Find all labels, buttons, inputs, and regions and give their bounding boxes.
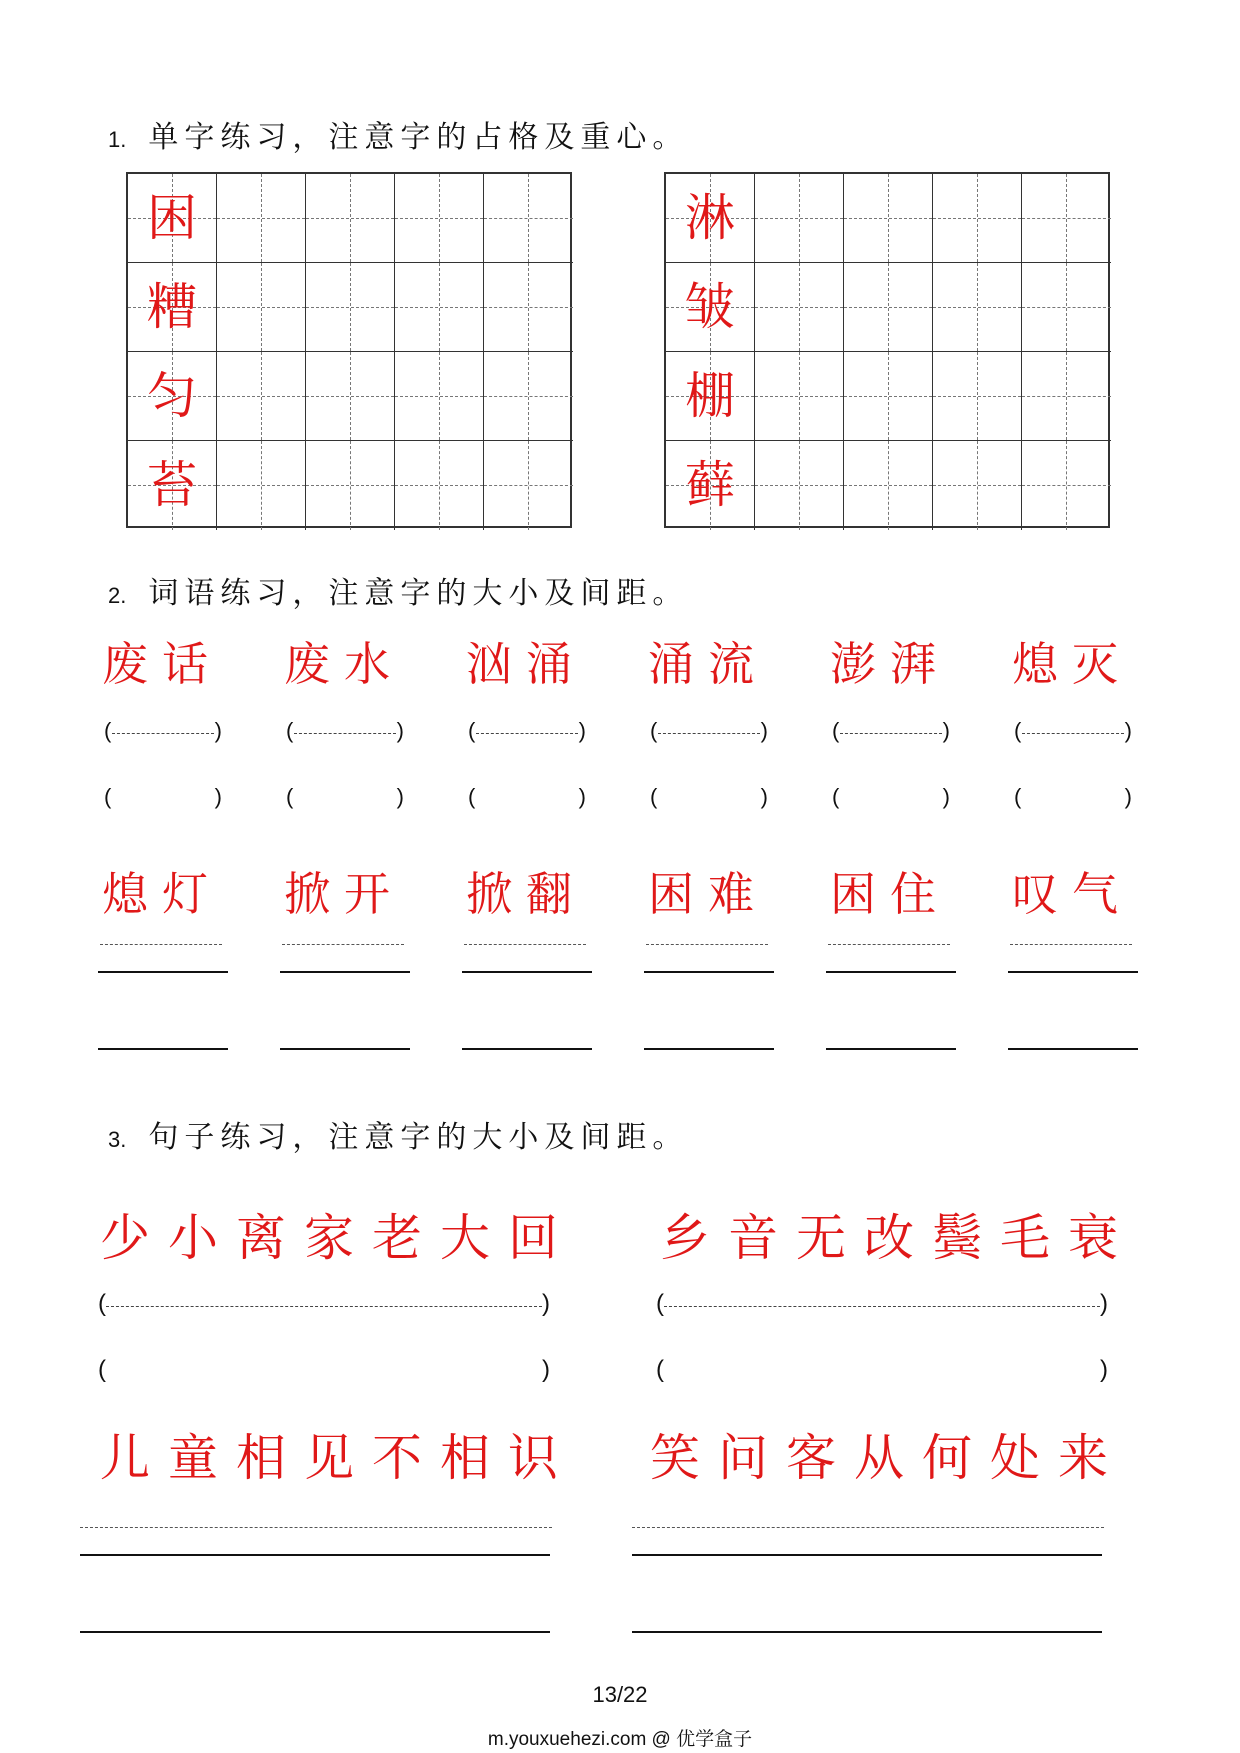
model-character: 困 <box>147 189 197 247</box>
pinyin-bracket-dashed[interactable]: ( ) <box>650 718 768 743</box>
word-guide-dashed <box>646 944 768 945</box>
model-character: 淋 <box>685 189 735 247</box>
word-writing-line[interactable] <box>280 1048 410 1050</box>
model-character: 匀 <box>147 367 197 425</box>
section1-heading <box>108 112 688 156</box>
sentence-writing-line-3[interactable] <box>80 1631 550 1633</box>
grid-cell[interactable] <box>484 174 573 263</box>
pinyin-bracket-dashed[interactable]: ( ) <box>832 718 950 743</box>
word-row2-1: 熄灯 <box>102 867 222 921</box>
word-row2-5: 困住 <box>830 867 950 921</box>
grid-cell[interactable] <box>933 263 1022 352</box>
word-writing-line[interactable] <box>826 1048 956 1050</box>
grid-cell[interactable] <box>755 352 844 441</box>
grid-cell[interactable] <box>755 174 844 263</box>
grid-cell[interactable] <box>844 441 933 530</box>
sentence-guide-dashed-1 <box>80 1527 552 1528</box>
word-writing-line[interactable] <box>98 971 228 973</box>
grid-cell[interactable] <box>933 352 1022 441</box>
pinyin-bracket-dashed-1[interactable]: ( ) <box>98 1290 550 1317</box>
grid-cell[interactable] <box>1022 174 1111 263</box>
grid-cell[interactable] <box>395 174 484 263</box>
word-row2-6: 叹气 <box>1012 867 1132 921</box>
grid-cell[interactable] <box>306 352 395 441</box>
model-character: 藓 <box>685 456 735 514</box>
grid-cell[interactable] <box>217 441 306 530</box>
pinyin-bracket[interactable]: ( ) <box>832 784 950 809</box>
grid-cell <box>128 441 217 530</box>
word-row2-2: 掀开 <box>284 867 404 921</box>
page-number: 13/22 <box>592 1682 648 1707</box>
grid-cell[interactable] <box>844 352 933 441</box>
pinyin-bracket-2[interactable]: ( ) <box>656 1356 1108 1383</box>
section2-heading <box>108 568 688 612</box>
grid-cell[interactable] <box>306 441 395 530</box>
grid-cell[interactable] <box>395 263 484 352</box>
grid-cell <box>128 174 217 263</box>
word-row1-6: 熄灭 <box>1012 637 1132 691</box>
grid-cell[interactable] <box>844 174 933 263</box>
model-character: 棚 <box>685 367 735 425</box>
word-writing-line[interactable] <box>644 1048 774 1050</box>
grid-cell[interactable] <box>484 263 573 352</box>
grid-cell[interactable] <box>844 263 933 352</box>
grid-cell[interactable] <box>484 441 573 530</box>
grid-cell[interactable] <box>755 263 844 352</box>
section1-title: 单字练习，注意字的占格及重心。 <box>148 120 689 155</box>
word-row2-4: 困难 <box>648 867 768 921</box>
word-row2-3: 掀翻 <box>466 867 586 921</box>
grid-cell[interactable] <box>933 441 1022 530</box>
word-writing-line[interactable] <box>1008 971 1138 973</box>
word-writing-line[interactable] <box>98 1048 228 1050</box>
model-character: 糟 <box>147 278 197 336</box>
grid-cell[interactable] <box>1022 441 1111 530</box>
sentence-3: 儿童相见不相识 <box>100 1429 576 1487</box>
word-writing-line[interactable] <box>462 1048 592 1050</box>
grid-cell[interactable] <box>395 352 484 441</box>
word-guide-dashed <box>1010 944 1132 945</box>
pinyin-bracket-dashed[interactable]: ( ) <box>104 718 222 743</box>
grid-cell <box>666 441 755 530</box>
pinyin-bracket[interactable]: ( ) <box>104 784 222 809</box>
word-row1-2: 废水 <box>284 637 404 691</box>
pinyin-bracket[interactable]: ( ) <box>468 784 586 809</box>
model-character: 皱 <box>685 278 735 336</box>
word-guide-dashed <box>828 944 950 945</box>
grid-cell[interactable] <box>217 174 306 263</box>
grid-cell[interactable] <box>395 441 484 530</box>
section3-number: 3. <box>108 1127 127 1152</box>
section1-number: 1. <box>108 127 127 152</box>
word-writing-line[interactable] <box>826 971 956 973</box>
section3-heading <box>108 1112 688 1156</box>
pinyin-bracket-dashed[interactable]: ( ) <box>468 718 586 743</box>
grid-cell <box>128 263 217 352</box>
pinyin-bracket[interactable]: ( ) <box>286 784 404 809</box>
pinyin-bracket[interactable]: ( ) <box>1014 784 1132 809</box>
sentence-writing-line-1[interactable] <box>80 1554 550 1556</box>
word-guide-dashed <box>282 944 404 945</box>
pinyin-bracket-dashed[interactable]: ( ) <box>286 718 404 743</box>
grid-cell <box>666 352 755 441</box>
word-writing-line[interactable] <box>1008 1048 1138 1050</box>
grid-cell[interactable] <box>306 174 395 263</box>
pinyin-bracket[interactable]: ( ) <box>650 784 768 809</box>
word-writing-line[interactable] <box>644 971 774 973</box>
word-guide-dashed <box>464 944 586 945</box>
grid-cell[interactable] <box>217 352 306 441</box>
pinyin-bracket-dashed-2[interactable]: ( ) <box>656 1290 1108 1317</box>
model-character: 苔 <box>147 456 197 514</box>
char-grid-left <box>126 172 572 528</box>
pinyin-bracket-dashed[interactable]: ( ) <box>1014 718 1132 743</box>
word-guide-dashed <box>100 944 222 945</box>
grid-cell[interactable] <box>484 352 573 441</box>
grid-cell[interactable] <box>933 174 1022 263</box>
grid-cell[interactable] <box>1022 263 1111 352</box>
sentence-writing-line-2[interactable] <box>632 1554 1102 1556</box>
grid-cell <box>666 263 755 352</box>
word-row1-4: 涌流 <box>648 637 768 691</box>
section3-title: 句子练习，注意字的大小及间距。 <box>148 1120 689 1155</box>
word-row1-5: 澎湃 <box>830 637 950 691</box>
footer-site: m.youxuehezi.com @ 优学盒子 <box>487 1729 753 1750</box>
grid-cell[interactable] <box>217 263 306 352</box>
word-row1-3: 汹涌 <box>466 637 586 691</box>
grid-cell[interactable] <box>755 441 844 530</box>
grid-cell[interactable] <box>306 263 395 352</box>
char-grid-right <box>664 172 1110 528</box>
sentence-4: 笑问客从何处来 <box>650 1429 1126 1487</box>
word-writing-line[interactable] <box>462 971 592 973</box>
sentence-2: 乡音无改鬓毛衰 <box>660 1209 1136 1267</box>
sentence-guide-dashed-2 <box>632 1527 1104 1528</box>
grid-cell[interactable] <box>1022 352 1111 441</box>
word-writing-line[interactable] <box>280 971 410 973</box>
word-row1-1: 废话 <box>102 637 222 691</box>
section2-number: 2. <box>108 583 127 608</box>
section2-title: 词语练习，注意字的大小及间距。 <box>148 576 689 611</box>
sentence-writing-line-4[interactable] <box>632 1631 1102 1633</box>
grid-cell <box>666 174 755 263</box>
grid-cell <box>128 352 217 441</box>
pinyin-bracket-1[interactable]: ( ) <box>98 1356 550 1383</box>
sentence-1: 少小离家老大回 <box>100 1209 576 1267</box>
